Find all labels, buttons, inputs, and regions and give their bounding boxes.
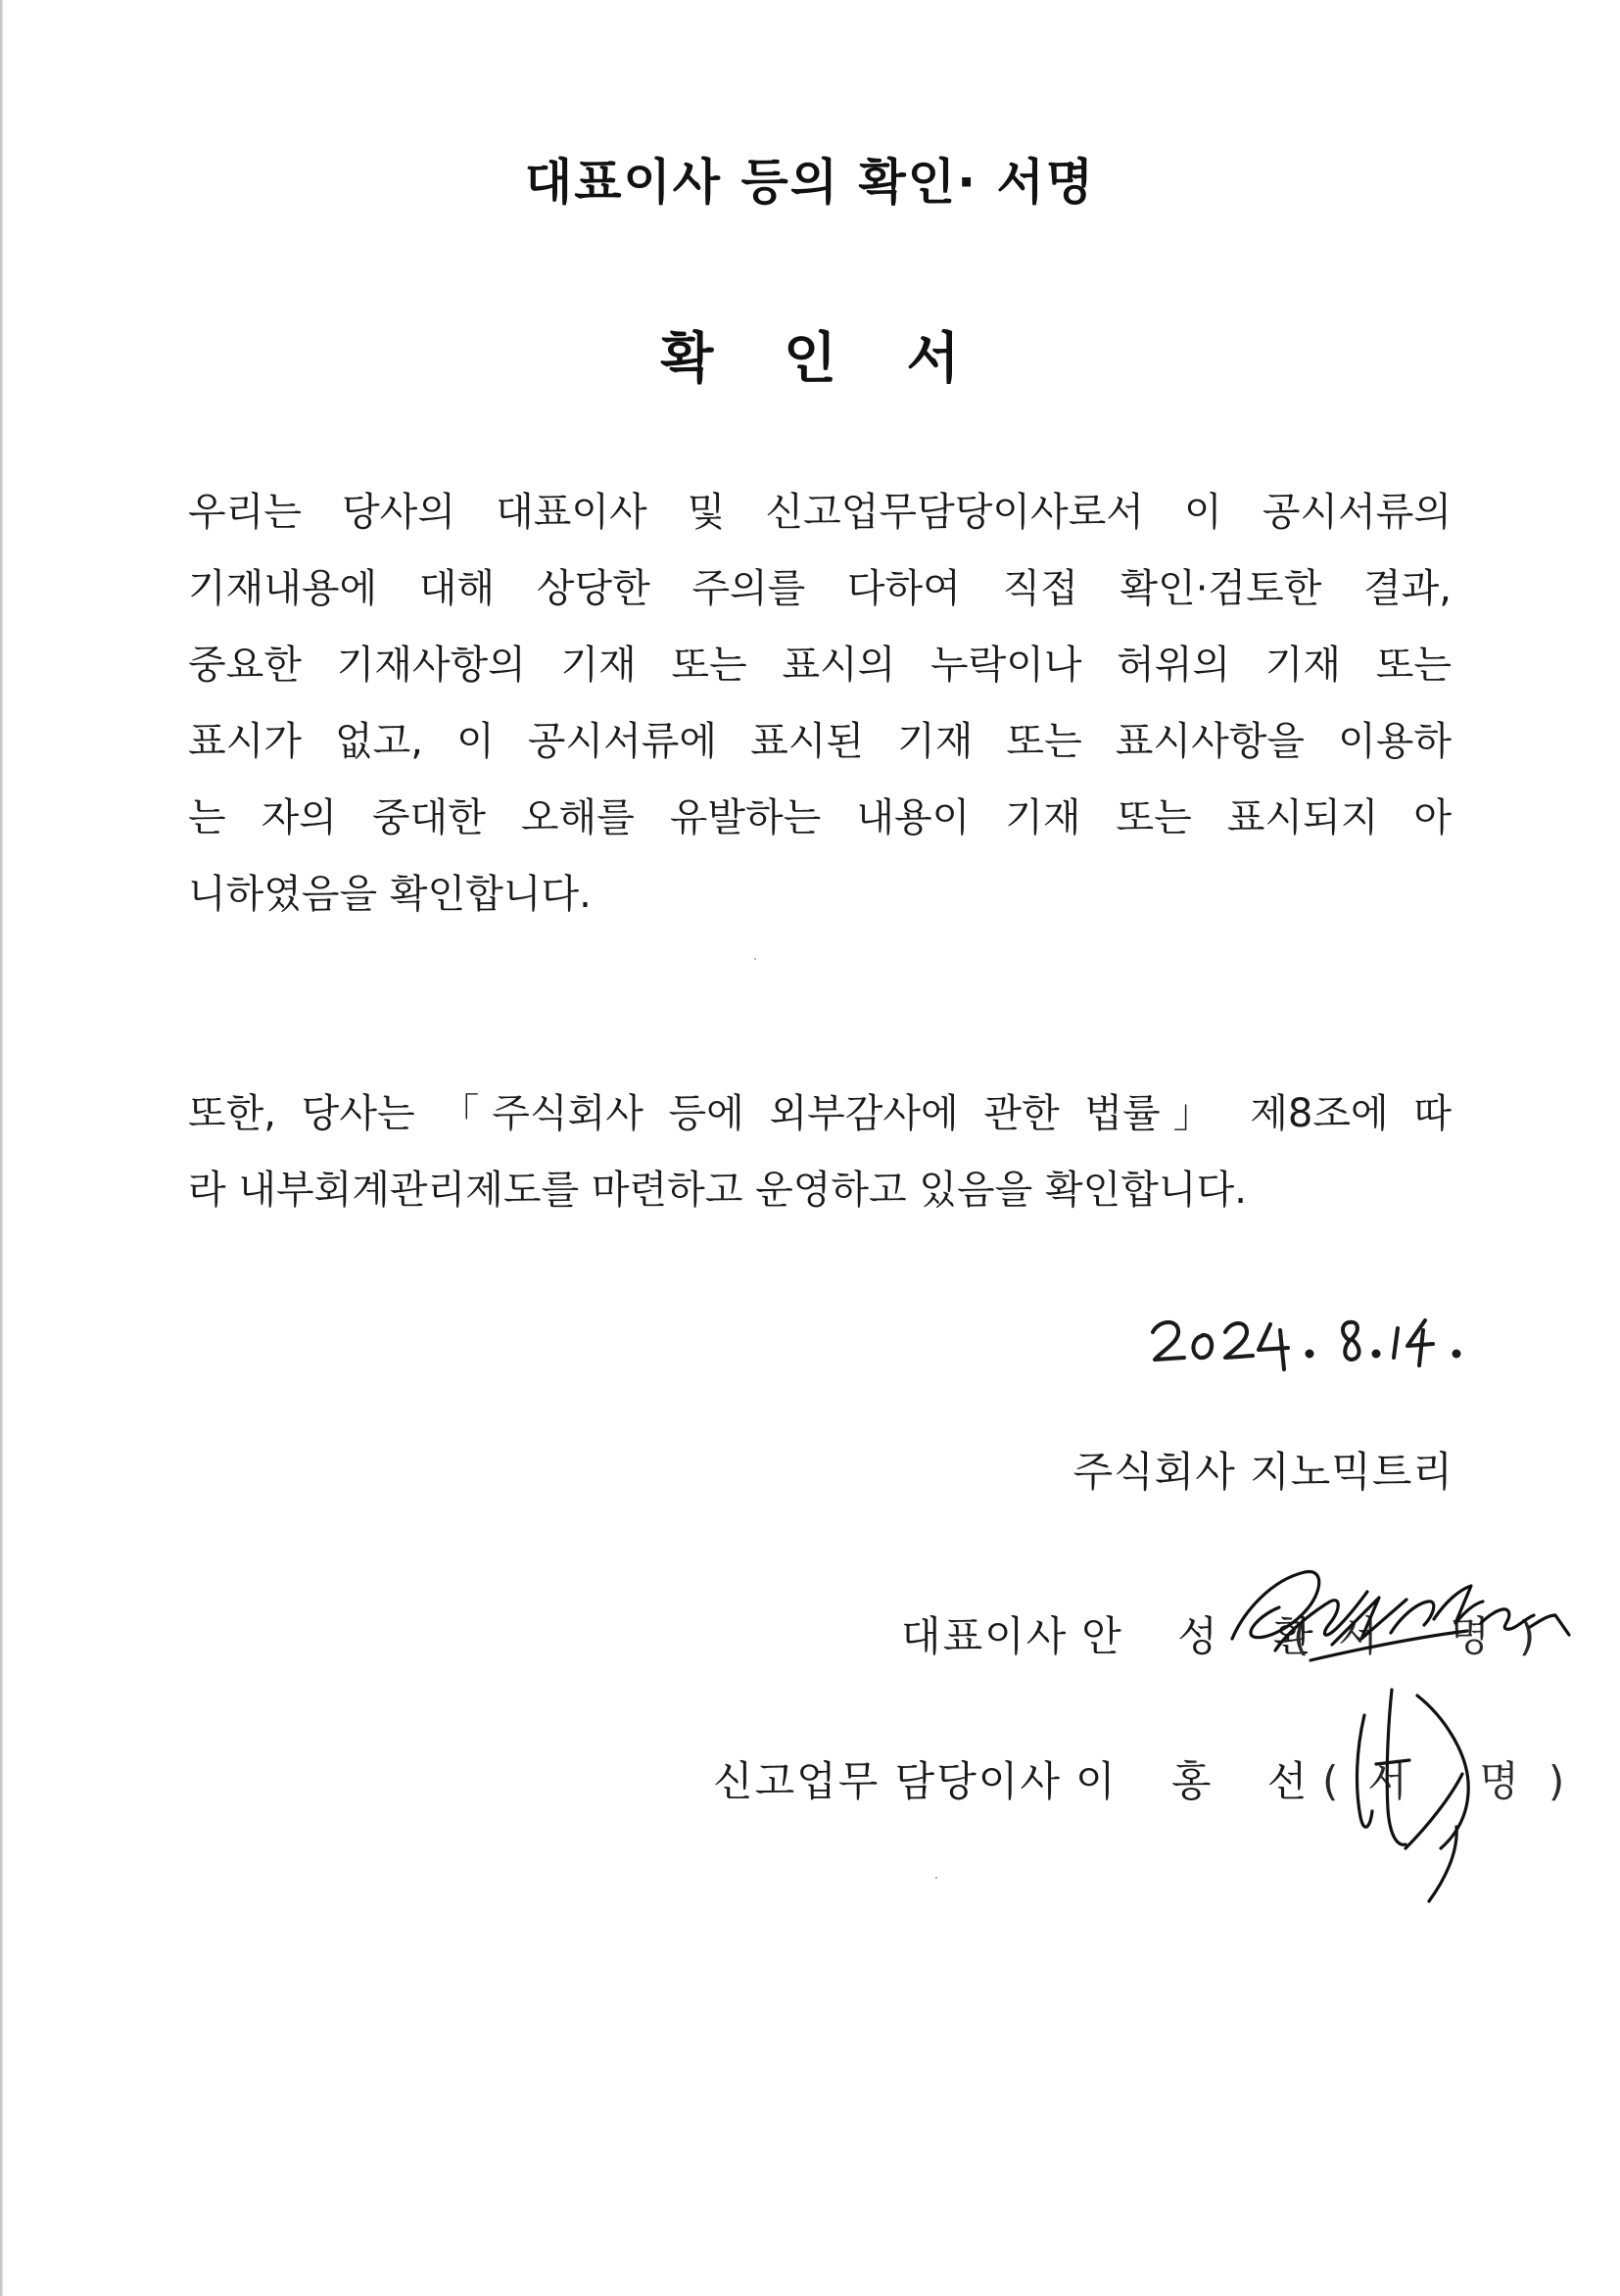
ceo-title: 대표이사: [901, 1612, 1069, 1660]
reporting-officer-line: [713, 1749, 1328, 1808]
paragraph-line: 또한, 당사는 「주식회사 등에 외부감사에 관한 법률」 제8조에 따: [188, 1091, 1452, 1136]
paragraph-line: 중요한 기재사항의 기재 또는 표시의 누락이나 허위의 기재 또는: [188, 643, 1452, 688]
paragraph-line: 우리는 당사의 대표이사 및 신고업무담당이사로서 이 공시서류의: [188, 490, 1452, 535]
reporting-officer-signature: [1347, 1680, 1523, 1905]
ceo-signature: [1215, 1543, 1587, 1685]
ceo-sign-label: (서 명): [1293, 1612, 1565, 1660]
paragraph-line: 기재내용에 대해 상당한 주의를 다하여 직접 확인·검토한 결과,: [188, 566, 1452, 611]
confirmation-paragraph: [188, 474, 1452, 933]
handwritten-date: [1141, 1295, 1474, 1393]
paragraph-line: 는 자의 중대한 오해를 유발하는 내용이 기재 또는 표시되지 아: [188, 795, 1452, 840]
ceo-name: 안 성 환: [1081, 1612, 1335, 1660]
document-subtitle: 확 인 서: [660, 327, 985, 391]
internal-control-paragraph: [188, 1076, 1452, 1228]
paragraph-line: 니하였음을 확인합니다.: [188, 872, 592, 917]
officer-sign-label: (서 명): [1322, 1757, 1595, 1805]
officer-name: 이 홍 선: [1074, 1757, 1329, 1805]
officer-title: 신고업무 담당이사: [713, 1757, 1062, 1805]
paragraph-line: 라 내부회계관리제도를 마련하고 운영하고 있음을 확인합니다.: [188, 1168, 1247, 1213]
scan-speck: [935, 1877, 937, 1879]
document-title: 대표이사 등의 확인· 서명: [524, 154, 1096, 211]
paragraph-line: 표시가 없고, 이 공시서류에 표시된 기재 또는 표시사항을 이용하: [188, 719, 1452, 764]
company-name: 주식회사 지노믹트리: [1072, 1448, 1453, 1496]
scan-speck: [754, 958, 756, 960]
